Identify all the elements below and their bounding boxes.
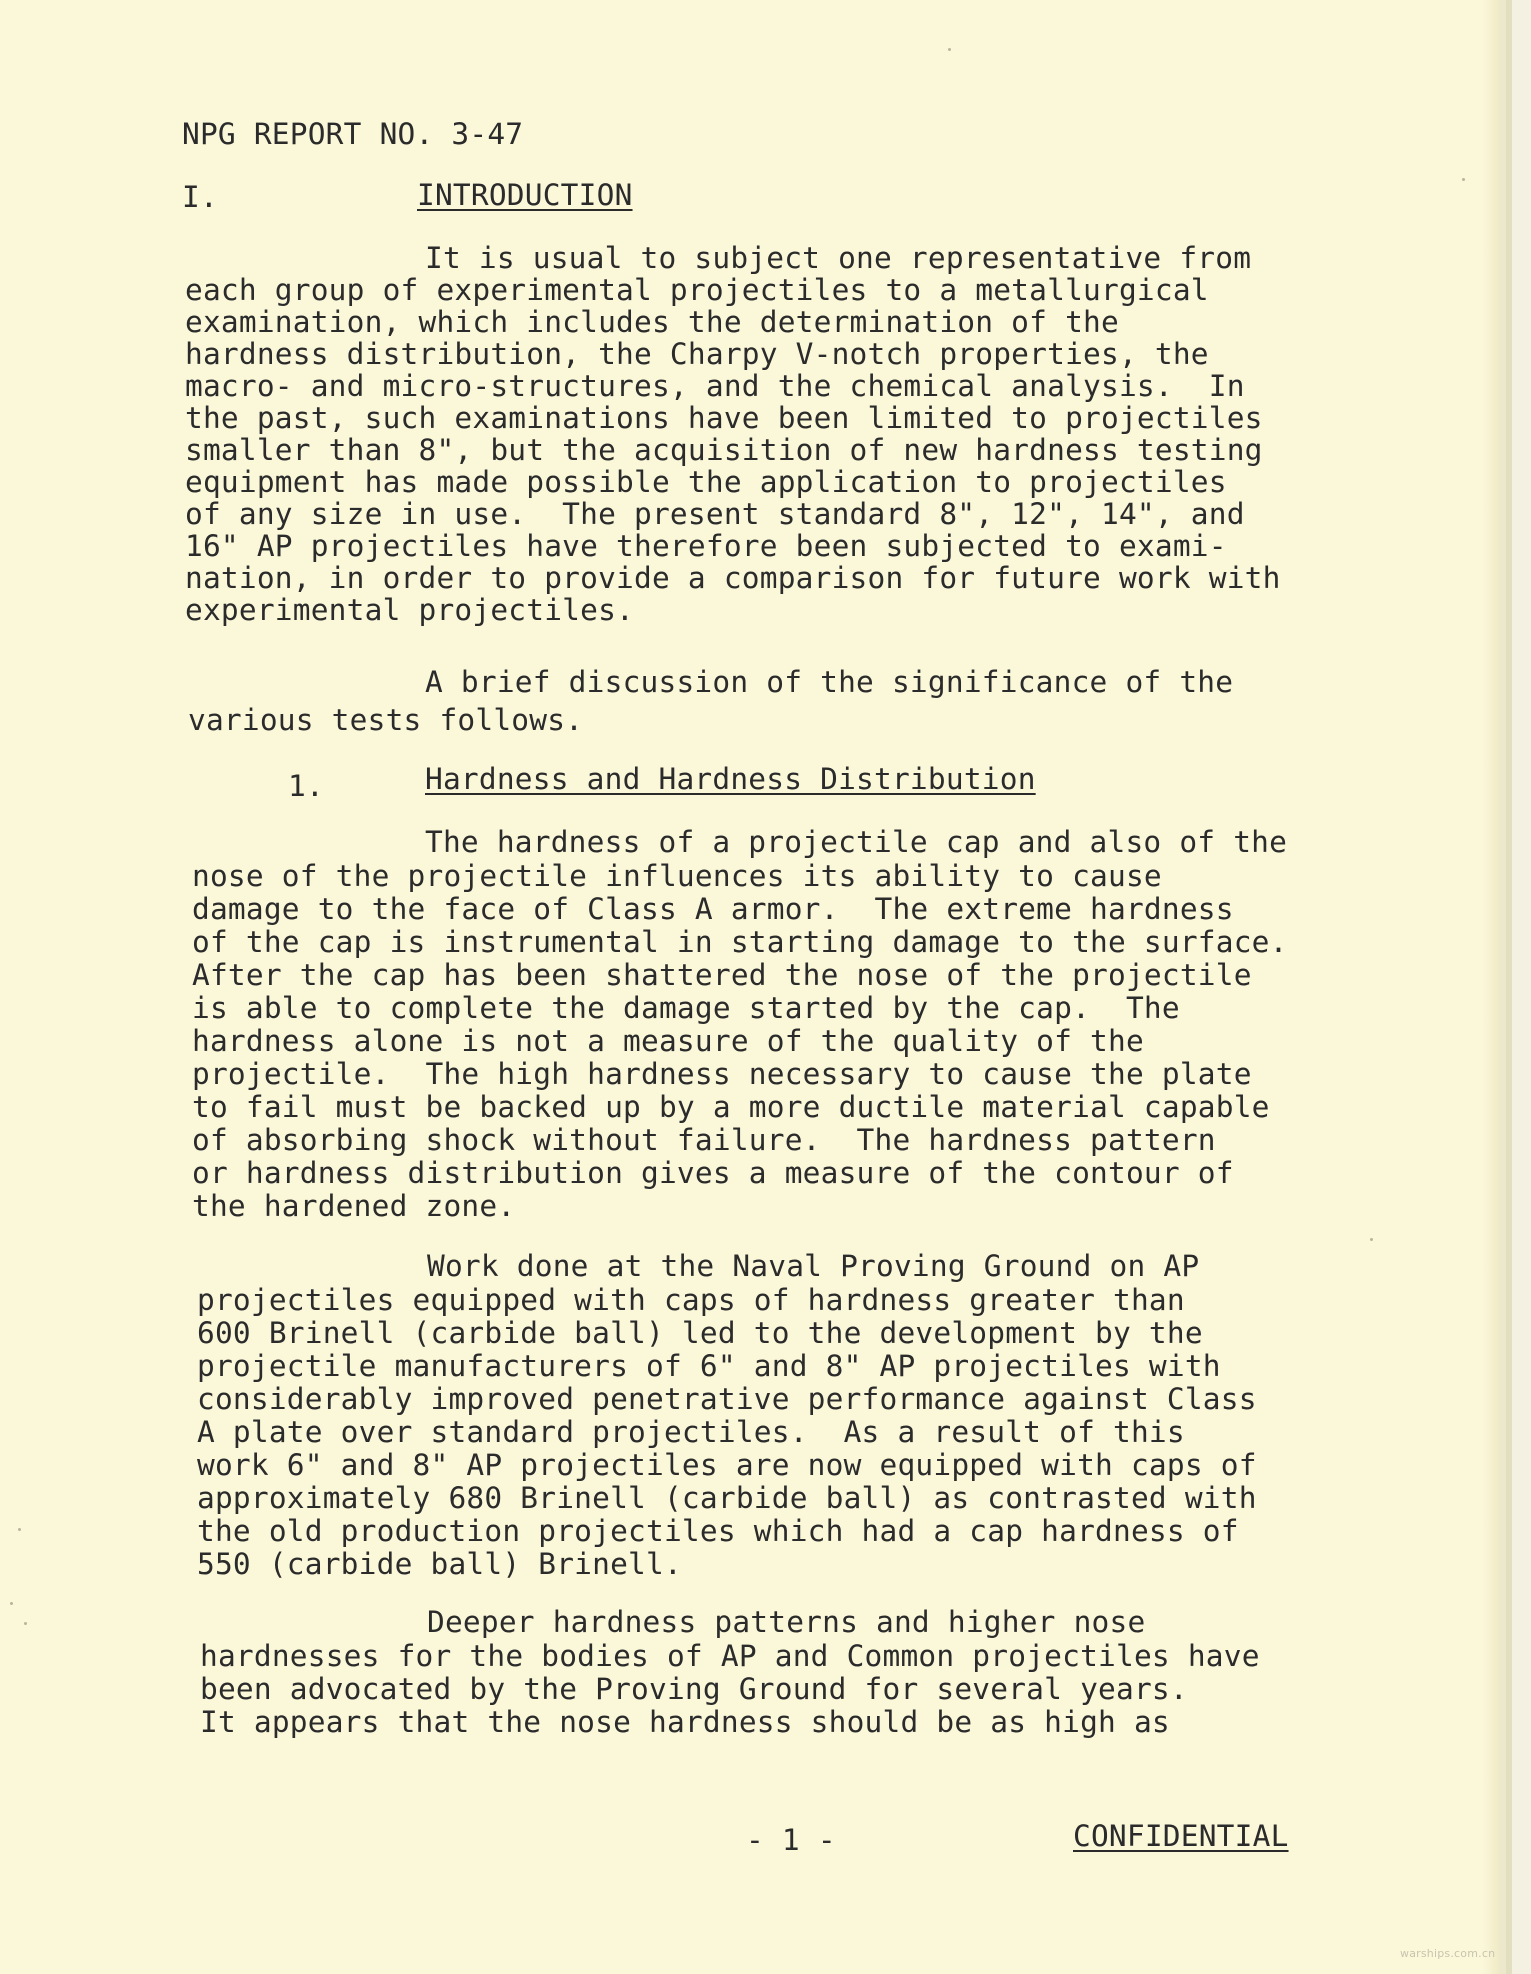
paragraph-line: each group of experimental projectiles to a metallurgical bbox=[185, 273, 1209, 307]
section-number: I. bbox=[182, 180, 218, 214]
scan-speck bbox=[18, 1528, 21, 1531]
subsection-number: 1. bbox=[288, 769, 324, 803]
paragraph-line: hardnesses for the bodies of AP and Common projectiles have bbox=[200, 1639, 1260, 1673]
paragraph-line: nation, in order to provide a comparison for future work with bbox=[185, 561, 1281, 595]
section-title: INTRODUCTION bbox=[417, 178, 633, 212]
paragraph-line: damage to the face of Class A armor. The extreme hardness bbox=[192, 892, 1234, 926]
paragraph-line: projectile. The high hardness necessary to cause the plate bbox=[192, 1057, 1252, 1091]
paragraph-line: hardness distribution, the Charpy V-notch properties, the bbox=[185, 337, 1209, 371]
paragraph-line: of any size in use. The present standard 8", 12", 14", and bbox=[185, 497, 1245, 531]
paragraph-line: 550 (carbide ball) Brinell. bbox=[197, 1547, 682, 1581]
paragraph-line: the past, such examinations have been limited to projectiles bbox=[185, 401, 1263, 435]
paragraph-line: or hardness distribution gives a measure of the contour of bbox=[192, 1156, 1234, 1190]
paragraph-line: 16" AP projectiles have therefore been subjected to exami- bbox=[185, 529, 1227, 563]
paragraph-line: the old production projectiles which had a cap hardness of bbox=[197, 1514, 1239, 1548]
paragraph-line: Work done at the Naval Proving Ground on AP bbox=[427, 1249, 1200, 1283]
paragraph-line: of absorbing shock without failure. The hardness pattern bbox=[192, 1123, 1216, 1157]
scan-speck bbox=[1462, 178, 1465, 181]
paragraph-line: A plate over standard projectiles. As a result of this bbox=[197, 1415, 1185, 1449]
page-edge-shadow bbox=[1482, 0, 1500, 1974]
paragraph-line: projectile manufacturers of 6" and 8" AP projectiles with bbox=[197, 1349, 1221, 1383]
paragraph-line: approximately 680 Brinell (carbide ball) as contrasted with bbox=[197, 1481, 1257, 1515]
paragraph-line: examination, which includes the determination of the bbox=[185, 305, 1119, 339]
paragraph-line: macro- and micro-structures, and the chemical analysis. In bbox=[185, 369, 1245, 403]
paragraph-line: is able to complete the damage started by the cap. The bbox=[192, 991, 1180, 1025]
paragraph-line: various tests follows. bbox=[188, 703, 584, 737]
paragraph-line: Deeper hardness patterns and higher nose bbox=[427, 1605, 1146, 1639]
classification-marking: CONFIDENTIAL bbox=[1073, 1819, 1289, 1853]
scan-speck bbox=[10, 1602, 13, 1605]
paragraph-line: hardness alone is not a measure of the quality of the bbox=[192, 1024, 1144, 1058]
paragraph-line: considerably improved penetrative performance against Class bbox=[197, 1382, 1257, 1416]
paragraph-line: experimental projectiles. bbox=[185, 593, 635, 627]
paragraph-line: nose of the projectile influences its ability to cause bbox=[192, 859, 1162, 893]
scan-speck bbox=[948, 48, 951, 51]
paragraph-line: been advocated by the Proving Ground for several years. bbox=[200, 1672, 1188, 1706]
paragraph-line: work 6" and 8" AP projectiles are now equipped with caps of bbox=[197, 1448, 1257, 1482]
page-number: - 1 - bbox=[746, 1823, 836, 1857]
paragraph-line: the hardened zone. bbox=[192, 1189, 516, 1223]
paragraph-line: A brief discussion of the significance of the bbox=[425, 665, 1234, 699]
paragraph-line: equipment has made possible the application to projectiles bbox=[185, 465, 1227, 499]
paragraph-line: 600 Brinell (carbide ball) led to the development by the bbox=[197, 1316, 1203, 1350]
paragraph-line: smaller than 8", but the acquisition of new hardness testing bbox=[185, 433, 1263, 467]
paragraph-line: It appears that the nose hardness should be as high as bbox=[200, 1705, 1170, 1739]
paragraph-line: to fail must be backed up by a more ductile material capable bbox=[192, 1090, 1270, 1124]
report-number: NPG REPORT NO. 3-47 bbox=[182, 117, 524, 151]
paragraph-line: of the cap is instrumental in starting damage to the surface. bbox=[192, 925, 1288, 959]
scan-speck bbox=[1370, 1238, 1373, 1241]
paragraph-line: It is usual to subject one representative from bbox=[425, 241, 1252, 275]
watermark: warships.com.cn bbox=[1400, 1947, 1496, 1960]
paragraph-line: The hardness of a projectile cap and also of the bbox=[425, 825, 1288, 859]
subsection-title: Hardness and Hardness Distribution bbox=[425, 762, 1036, 796]
scan-speck bbox=[24, 1622, 27, 1625]
paragraph-line: projectiles equipped with caps of hardness greater than bbox=[197, 1283, 1185, 1317]
paragraph-line: After the cap has been shattered the nose of the projectile bbox=[192, 958, 1252, 992]
